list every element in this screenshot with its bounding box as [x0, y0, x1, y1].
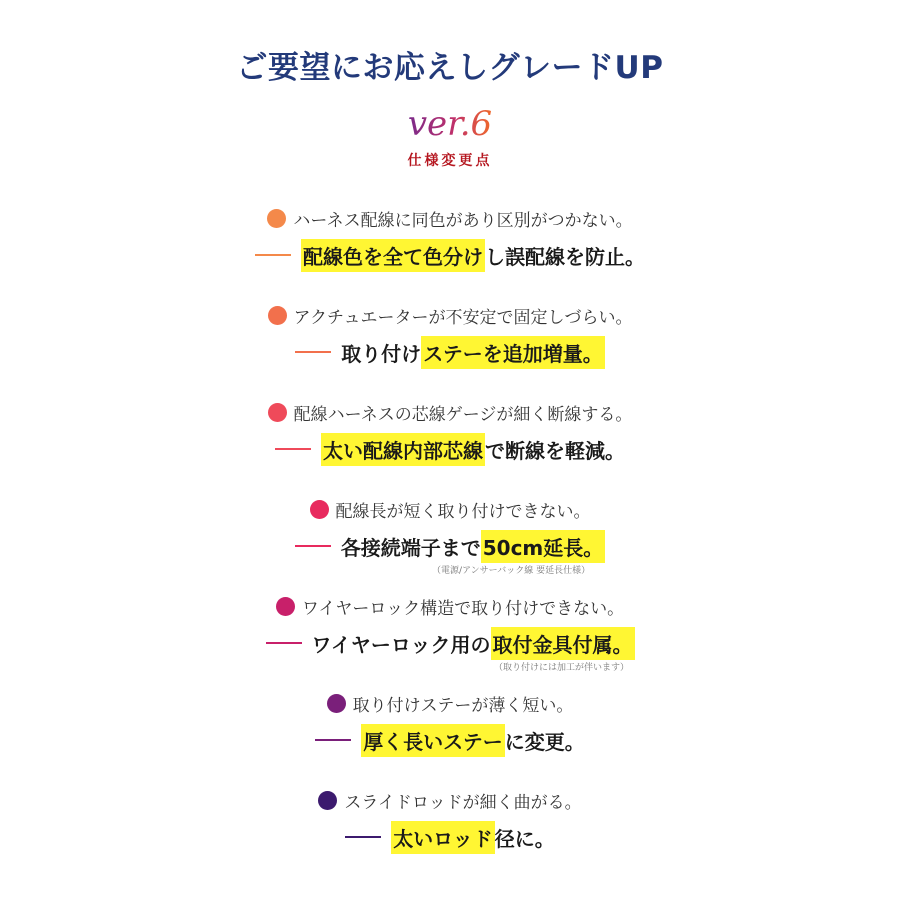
version-label: ver.6 — [407, 104, 493, 144]
change-item — [0, 204, 900, 301]
bullet-dot-icon — [268, 306, 287, 325]
problem-line — [0, 689, 900, 717]
change-item — [0, 689, 900, 786]
solution-line — [0, 432, 900, 466]
solution-rest: に変更。 — [504, 729, 585, 754]
solution-rest: し誤配線を防止。 — [485, 244, 645, 269]
solution-line — [0, 723, 900, 757]
headline: ご要望にお応えしグレードUP — [236, 50, 664, 86]
dash-icon — [266, 642, 302, 644]
problem-line — [0, 786, 900, 814]
solution-rest: 径に。 — [494, 826, 555, 851]
solution-plain: 取り付け — [341, 341, 422, 366]
change-item — [0, 301, 900, 398]
header — [0, 48, 900, 170]
change-item — [0, 786, 900, 883]
solution-plain: ワイヤーロック用の — [311, 632, 491, 657]
note-text: （電源/アンサーバック線 要延長仕様） — [432, 566, 591, 576]
solution-highlight: 太い配線内部芯線 — [321, 433, 485, 466]
dash-icon — [295, 351, 331, 353]
solution-highlight: 太いロッド — [391, 821, 495, 854]
problem-line — [0, 398, 900, 426]
bullet-dot-icon — [268, 403, 287, 422]
dash-icon — [275, 448, 311, 450]
change-item — [0, 495, 900, 592]
change-item — [0, 592, 900, 689]
solution-highlight: 厚く長いステー — [361, 724, 505, 757]
problem-text: スライドロッドが細く曲がる。 — [344, 792, 582, 813]
bullet-dot-icon — [276, 597, 295, 616]
problem-text: 取り付けステーが薄く短い。 — [352, 695, 574, 716]
changes-list — [0, 204, 900, 883]
changes-label: 仕様変更点 — [407, 153, 493, 169]
solution-rest: で断線を軽減。 — [485, 438, 625, 463]
dash-icon — [255, 254, 291, 256]
solution-highlight: 50cm延長。 — [481, 530, 606, 563]
problem-line — [0, 592, 900, 620]
dash-icon — [295, 545, 331, 547]
solution-line — [0, 626, 900, 660]
bullet-dot-icon — [267, 209, 286, 228]
solution-line — [0, 529, 900, 563]
problem-text: 配線ハーネスの芯線ゲージが細く断線する。 — [293, 404, 633, 425]
solution-highlight: 取付金具付属。 — [491, 627, 635, 660]
bullet-dot-icon — [318, 791, 337, 810]
problem-text: ワイヤーロック構造で取り付けできない。 — [301, 598, 625, 619]
solution-plain: 各接続端子まで — [340, 535, 481, 560]
bullet-dot-icon — [310, 500, 329, 519]
problem-line — [0, 495, 900, 523]
dash-icon — [345, 836, 381, 838]
problem-text: アクチュエーターが不安定で固定しづらい。 — [293, 307, 633, 328]
dash-icon — [315, 739, 351, 741]
solution-line — [0, 238, 900, 272]
bullet-dot-icon — [327, 694, 346, 713]
note-text: （取り付けには加工が伴います） — [494, 663, 630, 673]
problem-line — [0, 301, 900, 329]
problem-line — [0, 204, 900, 232]
problem-text: ハーネス配線に同色があり区別がつかない。 — [293, 210, 633, 231]
solution-highlight: 配線色を全て色分け — [301, 239, 485, 272]
problem-text: 配線長が短く取り付けできない。 — [335, 501, 591, 522]
solution-line — [0, 335, 900, 369]
solution-line — [0, 820, 900, 854]
solution-highlight: ステーを追加増量。 — [421, 336, 605, 369]
change-item — [0, 398, 900, 495]
